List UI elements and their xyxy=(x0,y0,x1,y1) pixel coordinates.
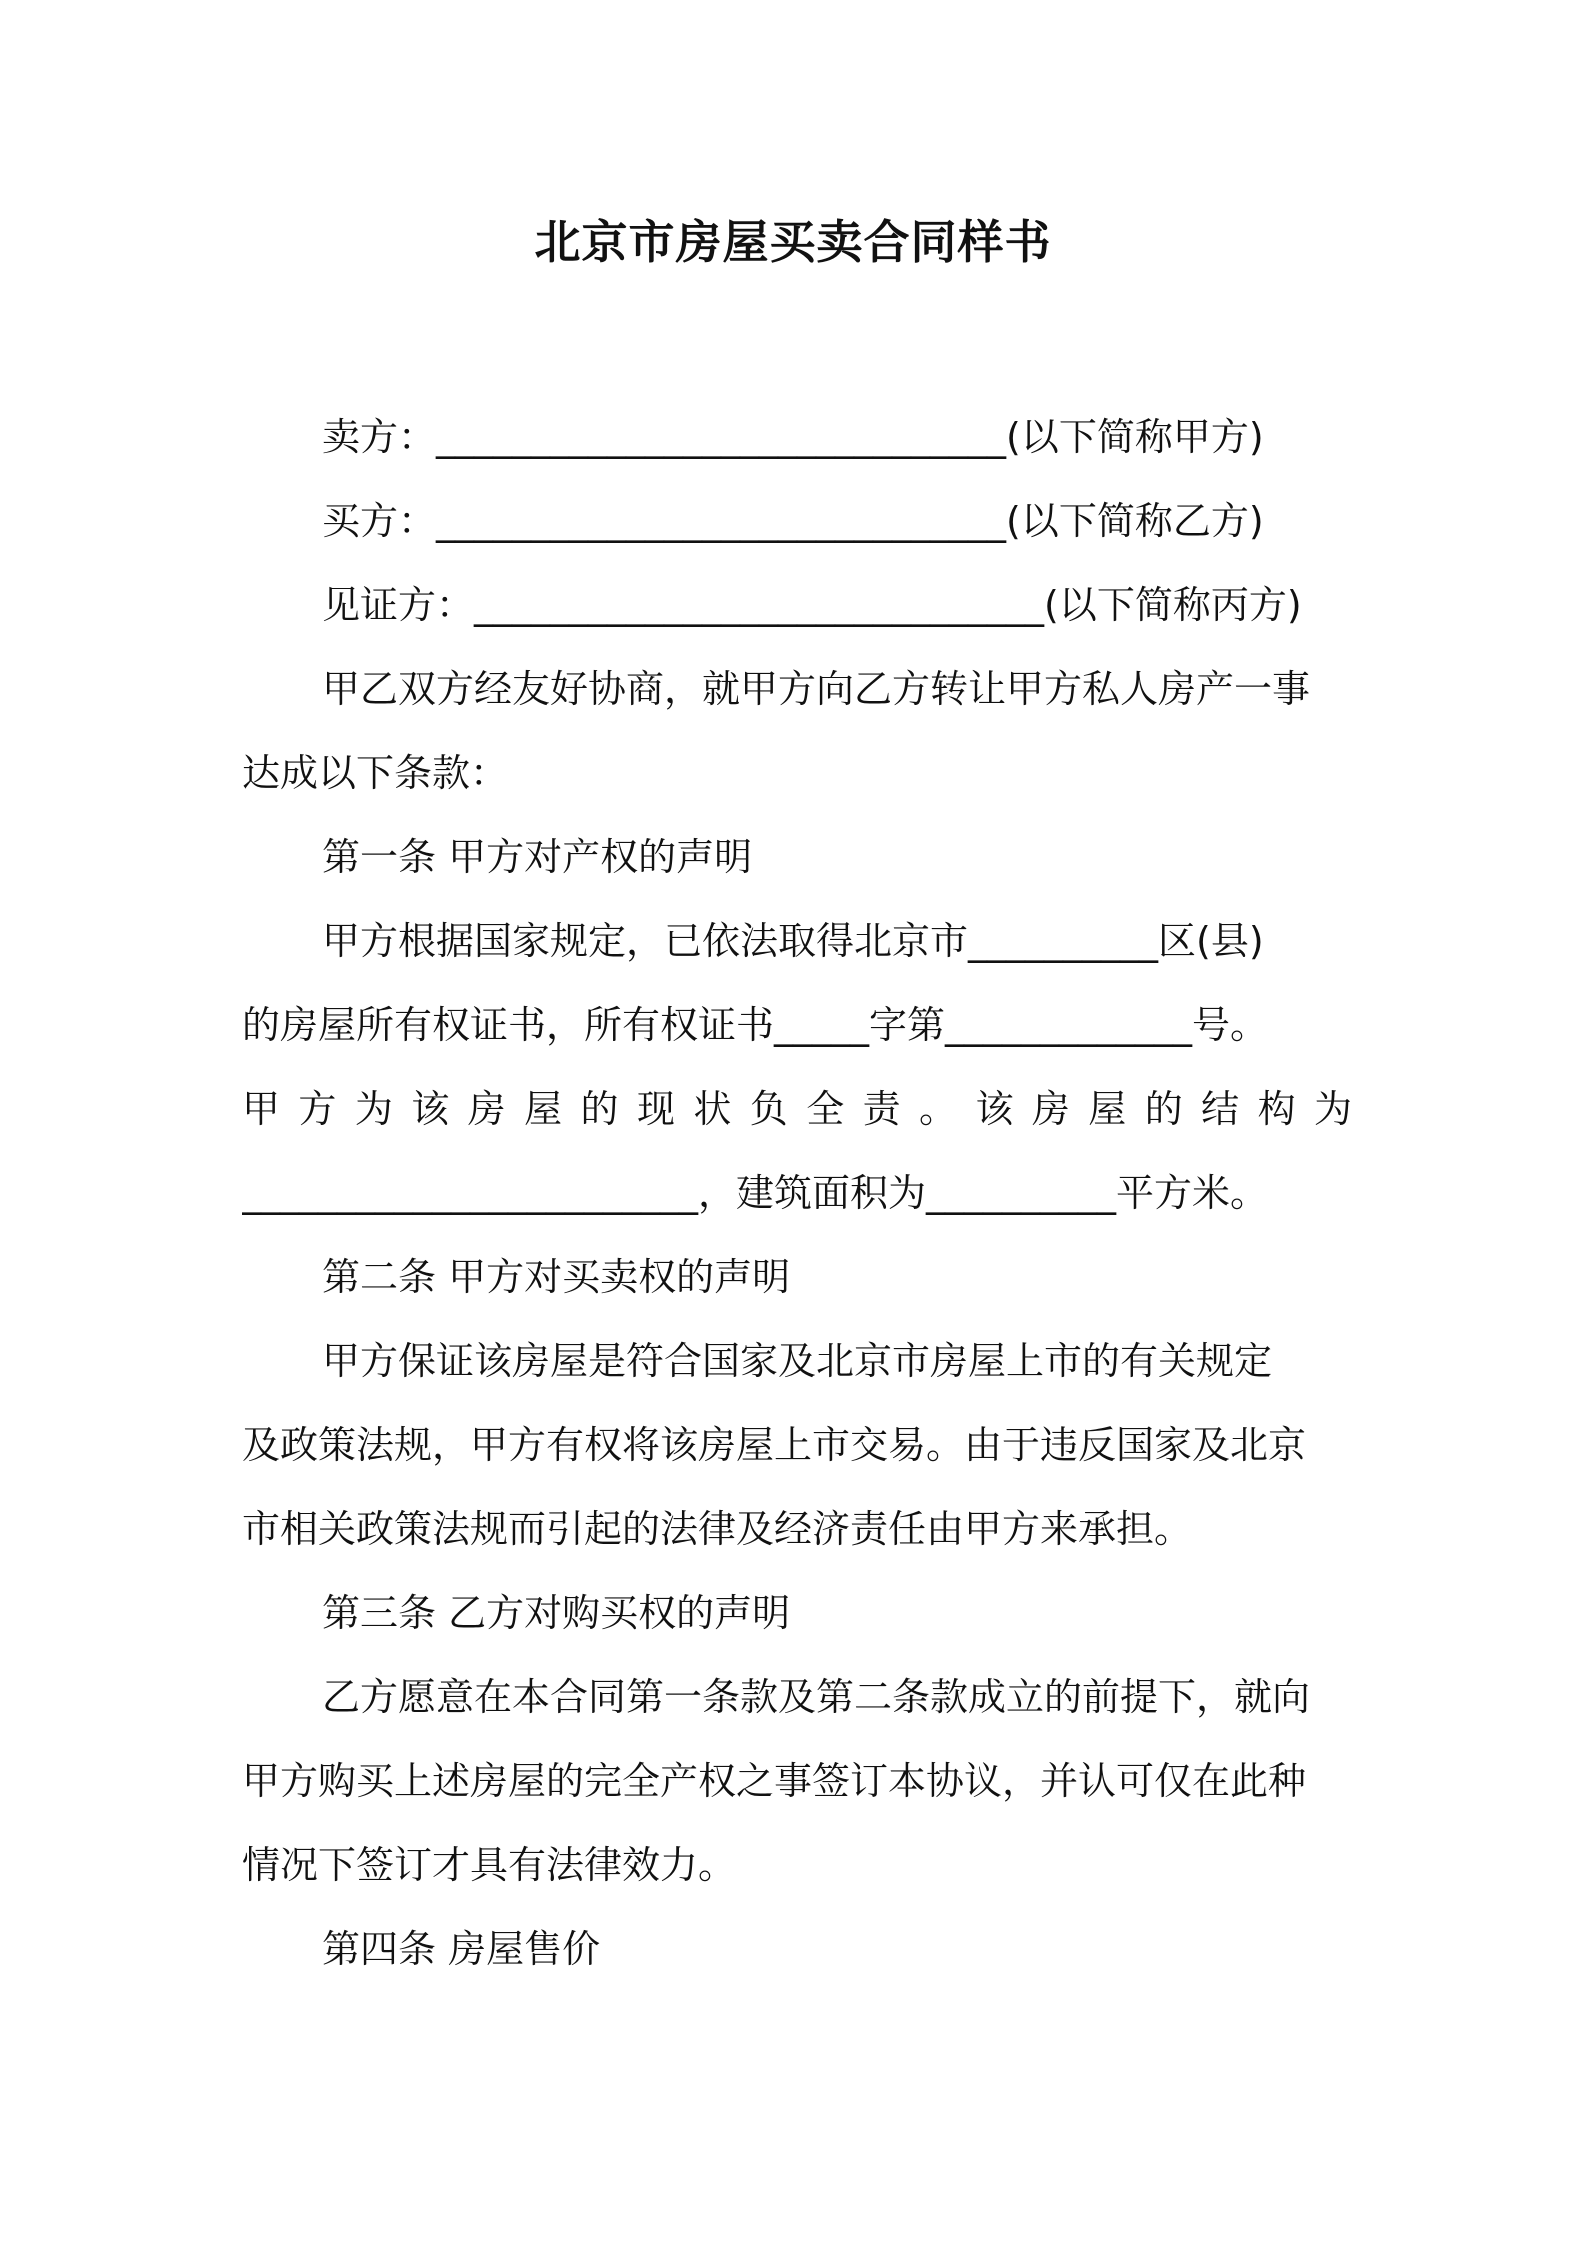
intro-line-1: 甲乙双方经友好协商，就甲方向乙方转让甲方私人房产一事 xyxy=(322,667,1311,711)
article-1-line-4: ________________________，建筑面积为__________平方米。 xyxy=(242,1171,1269,1215)
document-title: 北京市房屋买卖合同样书 xyxy=(534,215,1052,269)
seller-line: 卖方：______________________________(以下简称甲方) xyxy=(322,415,1264,459)
article-2-line-1: 甲方保证该房屋是符合国家及北京市房屋上市的有关规定 xyxy=(322,1339,1273,1383)
article-1-line-2: 的房屋所有权证书，所有权证书_____字第_____________号。 xyxy=(242,1003,1269,1047)
article-3-heading: 第三条 乙方对购买权的声明 xyxy=(322,1591,791,1635)
article-1-line-3: 甲 方 为 该 房 屋 的 现 状 负 全 责 。 该 房 屋 的 结 构 为 xyxy=(242,1087,1352,1131)
article-2-heading: 第二条 甲方对买卖权的声明 xyxy=(322,1255,791,1299)
article-1-heading: 第一条 甲方对产权的声明 xyxy=(322,835,753,879)
article-3-line-2: 甲方购买上述房屋的完全产权之事签订本协议，并认可仅在此种 xyxy=(242,1759,1307,1803)
article-4-heading: 第四条 房屋售价 xyxy=(322,1927,601,1971)
witness-line: 见证方：______________________________(以下简称丙方) xyxy=(322,583,1302,627)
article-3-line-3: 情况下签订才具有法律效力。 xyxy=(242,1843,737,1887)
article-2-line-2: 及政策法规，甲方有权将该房屋上市交易。由于违反国家及北京 xyxy=(242,1423,1307,1467)
article-3-line-1: 乙方愿意在本合同第一条款及第二条款成立的前提下，就向 xyxy=(322,1675,1311,1719)
intro-line-2: 达成以下条款： xyxy=(242,751,509,795)
buyer-line: 买方：______________________________(以下简称乙方) xyxy=(322,499,1264,543)
article-1-line-1: 甲方根据国家规定，已依法取得北京市__________区(县) xyxy=(322,919,1264,963)
article-2-line-3: 市相关政策法规而引起的法律及经济责任由甲方来承担。 xyxy=(242,1507,1193,1551)
